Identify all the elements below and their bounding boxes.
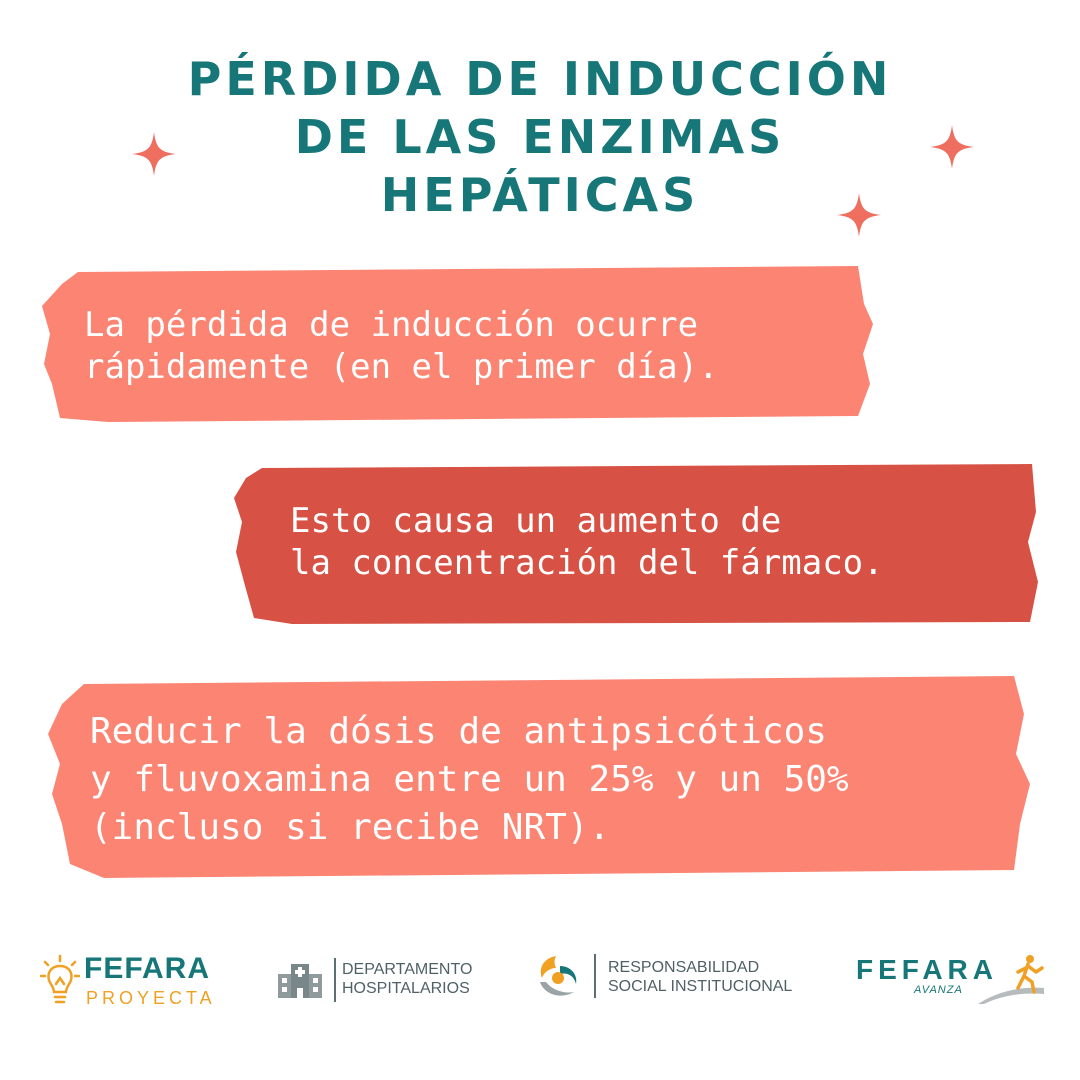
info-card-2 xyxy=(232,462,1040,626)
lightbulb-icon xyxy=(40,954,80,1006)
responsabilidad-text xyxy=(608,958,792,996)
title-line-1: PÉRDIDA DE INDUCCIÓN xyxy=(187,52,893,106)
card-1-text xyxy=(84,304,719,388)
sparkle-icon xyxy=(132,132,176,176)
responsabilidad-line-2: SOCIAL INSTITUCIONAL xyxy=(608,978,793,995)
logo-departamento xyxy=(276,958,506,1008)
fefara-proyecta-name: FEFARA xyxy=(84,952,210,985)
hospital-icon xyxy=(276,962,324,998)
logo-divider xyxy=(334,958,336,1002)
fefara-proyecta-sub: PROYECTA xyxy=(86,988,216,1008)
logo-divider xyxy=(594,954,596,998)
fefara-avanza-name: FEFARA xyxy=(856,954,998,985)
runner-icon xyxy=(1012,954,1044,994)
logo-responsabilidad xyxy=(534,952,834,1012)
departamento-line-2: HOSPITALARIOS xyxy=(342,980,470,997)
info-card-1 xyxy=(38,264,878,424)
departamento-text xyxy=(342,960,472,998)
card-1-line-1: La pérdida de inducción ocurre xyxy=(84,305,699,345)
responsabilidad-line-1: RESPONSABILIDAD xyxy=(608,959,760,976)
departamento-line-1: DEPARTAMENTO xyxy=(342,961,473,978)
footer-logos xyxy=(0,940,1080,1020)
card-3-line-2: y fluvoxamina entre un 25% y un 50% xyxy=(90,759,849,800)
title-line-3: HEPÁTICAS xyxy=(380,168,700,222)
logo-fefara-proyecta xyxy=(40,950,240,1020)
info-card-3 xyxy=(44,674,1034,880)
card-2-text xyxy=(290,500,884,584)
card-3-line-3: (incluso si recibe NRT). xyxy=(90,807,611,848)
logo-fefara-avanza xyxy=(856,954,1056,1020)
card-3-text xyxy=(90,708,849,852)
fefara-avanza-sub: AVANZA xyxy=(914,984,963,996)
sparkle-icon xyxy=(930,125,974,169)
sparkle-icon xyxy=(837,193,881,237)
card-1-line-2: rápidamente (en el primer día). xyxy=(84,347,719,387)
card-2-line-1: Esto causa un aumento de xyxy=(290,501,782,541)
title-line-2: DE LAS ENZIMAS xyxy=(294,110,786,164)
card-3-line-1: Reducir la dósis de antipsicóticos xyxy=(90,711,827,752)
swirl-icon xyxy=(534,952,582,1000)
card-2-line-2: la concentración del fármaco. xyxy=(290,543,884,583)
